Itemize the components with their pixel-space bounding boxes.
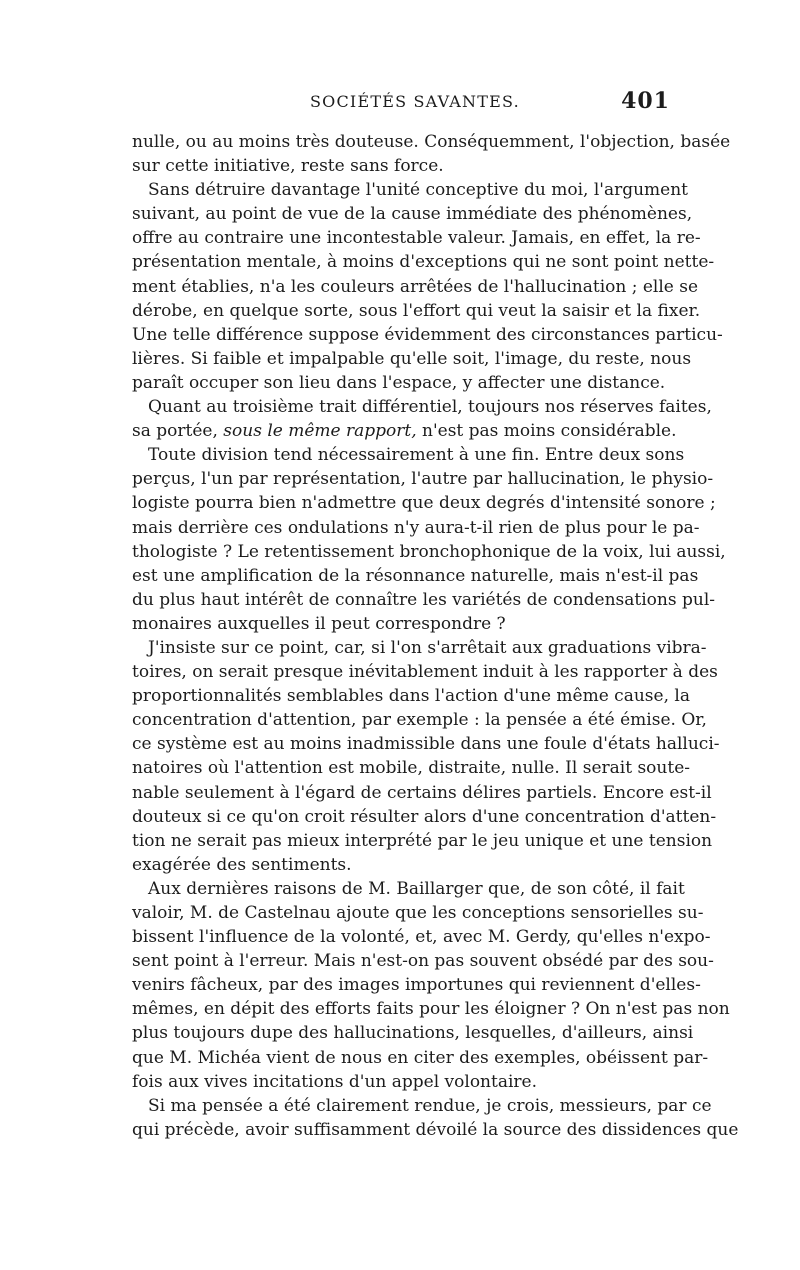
text-line: est une amplification de la résonnance naturelle, mais n'est-il pas [132,565,699,586]
text-line: Quant au troisième trait différentiel, toujours nos réserves faites, [148,397,712,418]
text-line: Aux dernières raisons de M. Baillarger que, de son côté, il fait [148,878,685,899]
text-line: toires, on serait presque inévitablement induit à les rapporter à des [132,662,718,683]
text-line: nulle, ou au moins très douteuse. Conséquemment, l'objection, basée [132,132,731,152]
text-line: Une telle différence suppose évidemment des circonstances particu- [132,324,723,345]
text-line: monaires auxquelles il peut correspondre ? [132,613,506,634]
text-line: plus toujours dupe des hallucinations, lesquelles, d'ailleurs, ainsi [132,1023,694,1044]
page-header [132,88,670,120]
text-line: mêmes, en dépit des efforts faits pour les éloigner ? On n'est pas non [132,999,730,1020]
text-fragment: sa portée, [132,421,218,442]
text-line: offre au contraire une incontestable valeur. Jamais, en effet, la re- [132,228,701,249]
text-line: proportionnalités semblables dans l'action d'une même cause, la [132,686,690,707]
text-line: paraît occuper son lieu dans l'espace, y affecter une distance. [132,372,666,393]
text-line: Toute division tend nécessairement à une fin. Entre deux sons [148,445,685,466]
body-text [132,130,739,1142]
text-line: sur cette initiative, reste sans force. [132,156,444,177]
text-line: ment établies, n'a les couleurs arrêtées de l'hallucination ; elle se [132,276,699,297]
text-line: J'insiste sur ce point, car, si l'on s'arrêtait aux graduations vibra- [148,637,707,658]
text-line: nable seulement à l'égard de certains délires partiels. Encore est-il [132,782,712,803]
text-line: suivant, au point de vue de la cause immédiate des phénomènes, [132,204,693,225]
text-line: fois aux vives incitations d'un appel volontaire. [132,1071,538,1092]
text-line: dérobe, en quelque sorte, sous l'effort qui veut la saisir et la fixer. [132,300,701,321]
text-line: qui précède, avoir suffisamment dévoilé la source des dissidences que [132,1119,739,1140]
text-line [132,419,677,443]
text-line: lières. Si faible et impalpable qu'elle soit, l'image, du reste, nous [132,348,692,369]
text-line: douteux si ce qu'on croit résulter alors d'une concentration d'atten- [132,806,717,827]
text-line: venirs fâcheux, par des images importunes qui reviennent d'elles- [132,975,701,996]
text-line: bissent l'influence de la volonté, et, avec M. Gerdy, qu'elles n'expo- [132,927,711,948]
text-line: logiste pourra bien n'admettre que deux degrés d'intensité sonore ; [132,493,716,514]
italic-phrase: sous le même rapport, [223,421,417,442]
text-line: tion ne serait pas mieux interprété par le jeu unique et une tension [132,830,713,851]
text-line: exagérée des sentiments. [132,854,352,875]
text-fragment: n'est pas moins considérable. [422,421,677,442]
text-line: Sans détruire davantage l'unité conceptive du moi, l'argument [148,180,688,201]
text-line: ce système est au moins inadmissible dans une foule d'états halluci- [132,734,720,755]
text-line: concentration d'attention, par exemple : la pensée a été émise. Or, [132,710,707,731]
text-line: sent point à l'erreur. Mais n'est-on pas souvent obsédé par des sou- [132,951,714,972]
text-line: thologiste ? Le retentissement bronchophonique de la voix, lui aussi, [132,541,726,562]
text-line: que M. Michéa vient de nous en citer des exemples, obéissent par- [132,1047,709,1068]
text-line: valoir, M. de Castelnau ajoute que les conceptions sensorielles su- [132,903,704,923]
text-line: natoires où l'attention est mobile, distraite, nulle. Il serait soute- [132,758,690,779]
text-line: du plus haut intérêt de connaître les variétés de condensations pul- [132,589,715,610]
text-line: Si ma pensée a été clairement rendue, je crois, messieurs, par ce [148,1095,712,1116]
text-line: perçus, l'un par représentation, l'autre par hallucination, le physio- [132,469,714,490]
running-title: SOCIÉTÉS SAVANTES. [310,92,520,111]
text-line: présentation mentale, à moins d'exceptions qui ne sont point nette- [132,252,715,273]
text-line: mais derrière ces ondulations n'y aura-t-il rien de plus pour le pa- [132,517,700,538]
page-number: 401 [621,88,670,114]
